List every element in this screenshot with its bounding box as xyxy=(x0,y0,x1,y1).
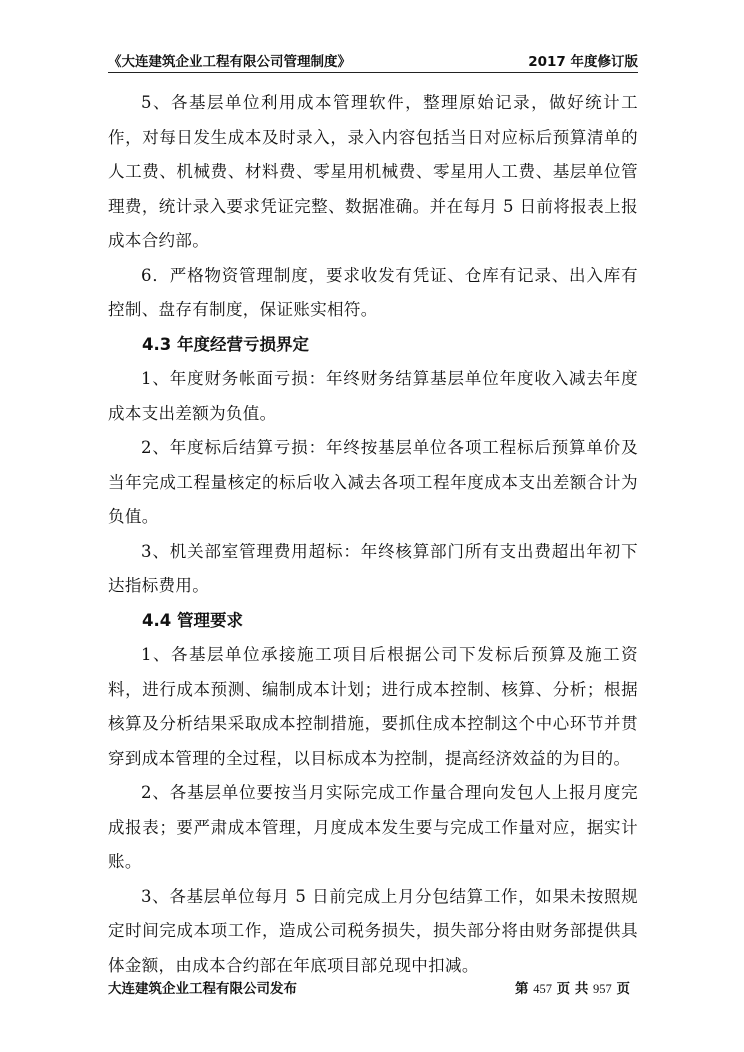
section-heading-4-3: 4.3 年度经营亏损界定 xyxy=(142,334,309,354)
paragraph-4-3-3: 3、机关部室管理费用超标：年终核算部门所有支出费超出年初下达指标费用。 xyxy=(108,541,638,595)
paragraph-4-4-1: 1、各基层单位承接施工项目后根据公司下发标后预算及施工资料，进行成本预测、编制成本计划；进行成本控制、核算、分析；根据核算及分析结果采取成本控制措施，要抓住成本控制这个中心环节并贯穿到成本管理的全过程，以目标成本为控制，提高经济效益的为目的。 xyxy=(108,645,638,768)
paragraph-4-3-1: 1、年度财务帐面亏损：年终财务结算基层单位年度收入减去年度成本支出差额为负值。 xyxy=(108,369,638,423)
edition-label: 2017 年度修订版 xyxy=(528,54,638,70)
page-body xyxy=(108,86,638,983)
page-mid: 页 共 xyxy=(556,981,589,997)
page-suffix: 页 xyxy=(616,981,630,997)
page-header xyxy=(108,50,638,73)
document-title: 《大连建筑企业工程有限公司管理制度》 xyxy=(108,54,351,70)
page-prefix: 第 xyxy=(514,981,529,997)
paragraph-4-3-2: 2、年度标后结算亏损：年终按基层单位各项工程标后预算单价及当年完成工程量核定的标后收入减去各项工程年度成本支出差额合计为负值。 xyxy=(108,438,638,526)
page-counter xyxy=(515,977,630,997)
publisher: 大连建筑企业工程有限公司发布 xyxy=(108,981,297,997)
page-number: 457 xyxy=(533,982,552,996)
paragraph-6: 6．严格物资管理制度，要求收发有凭证、仓库有记录、出入库有控制、盘存有制度，保证账实相符。 xyxy=(108,265,638,319)
paragraph-4-4-2: 2、各基层单位要按当月实际完成工作量合理向发包人上报月度完成报表；要严肃成本管理，月度成本发生要与完成工作量对应，据实计账。 xyxy=(108,783,638,871)
section-heading-4-4: 4.4 管理要求 xyxy=(142,610,243,630)
page-total: 957 xyxy=(593,982,612,996)
page-footer xyxy=(108,977,638,997)
paragraph-4-4-3: 3、各基层单位每月 5 日前完成上月分包结算工作，如果未按照规定时间完成本项工作，造成公司税务损失，损失部分将由财务部提供具体金额，由成本合约部在年底项目部兑现中扣减。 xyxy=(108,886,638,975)
paragraph-5: 5、各基层单位利用成本管理软件，整理原始记录，做好统计工作，对每日发生成本及时录入，录入内容包括当日对应标后预算清单的人工费、机械费、材料费、零星用机械费、零星用人工费、基层单位管理费，统计录入要求凭证完整、数据准确。并在每月 5 日前将报表上报成本合约部。 xyxy=(108,93,638,250)
